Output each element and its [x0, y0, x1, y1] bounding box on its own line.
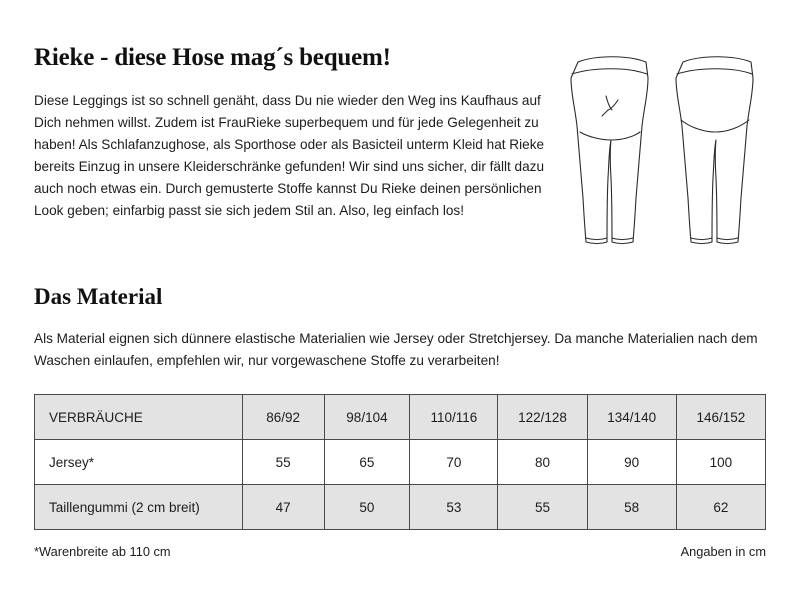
table-cell: 62: [676, 485, 765, 530]
table-cell: 70: [410, 440, 498, 485]
table-col-header: 134/140: [587, 395, 676, 440]
table-col-header: 86/92: [242, 395, 324, 440]
table-cell: 65: [324, 440, 410, 485]
consumption-table: [34, 394, 766, 530]
table-col-header: 122/128: [498, 395, 587, 440]
table-cell: 58: [587, 485, 676, 530]
footnote-left: *Warenbreite ab 110 cm: [34, 544, 171, 560]
intro-paragraph: Diese Leggings ist so schnell genäht, dass Du nie wieder den Weg ins Kaufhaus auf Dich nehmen willst. Zudem ist FrauRieke superbequem und für jede Gelegenheit zu haben! Als Schlafanzughose, als Sporthose oder als Basicteil unterm Kleid hat Rieke bereits Einzug in unsere Kleiderschränke gefunden! Wir sind uns sicher, dir fällt dazu auch noch etwas ein. Durch gemusterte Stoffe kannst Du Rieke deinen persönlichen Look geben; einfarbig passt sie sich jedem Stil an. Also, leg einfach los!: [34, 92, 545, 219]
header-row: [34, 44, 766, 258]
table-header-row: [35, 395, 766, 440]
table-corner-label: VERBRÄUCHE: [35, 395, 243, 440]
table-col-header: 110/116: [410, 395, 498, 440]
table-col-header: 98/104: [324, 395, 410, 440]
intro-column: [34, 44, 566, 222]
material-paragraph: Als Material eignen sich dünnere elastische Materialien wie Jersey oder Stretchjersey. Da manche Materialien nach dem Waschen einlaufen, empfehlen wir, nur vorgewaschene Stoffe zu verarbeiten!: [34, 331, 758, 369]
table-row-label: Jersey*: [35, 440, 243, 485]
table-cell: 100: [676, 440, 765, 485]
table-cell: 55: [498, 485, 587, 530]
table-row: [35, 440, 766, 485]
table-cell: 80: [498, 440, 587, 485]
table-col-header: 146/152: [676, 395, 765, 440]
leggings-technical-drawing-icon: [566, 48, 766, 258]
material-heading: Das Material: [34, 284, 163, 309]
table-cell: 50: [324, 485, 410, 530]
table-row-label: Taillengummi (2 cm breit): [35, 485, 243, 530]
table-cell: 55: [242, 440, 324, 485]
footnote-right: Angaben in cm: [680, 544, 766, 560]
page-title: Rieke - diese Hose mag´s bequem!: [34, 44, 391, 71]
table-cell: 90: [587, 440, 676, 485]
footnotes-row: [34, 544, 766, 559]
table-row: [35, 485, 766, 530]
table-cell: 53: [410, 485, 498, 530]
table-cell: 47: [242, 485, 324, 530]
